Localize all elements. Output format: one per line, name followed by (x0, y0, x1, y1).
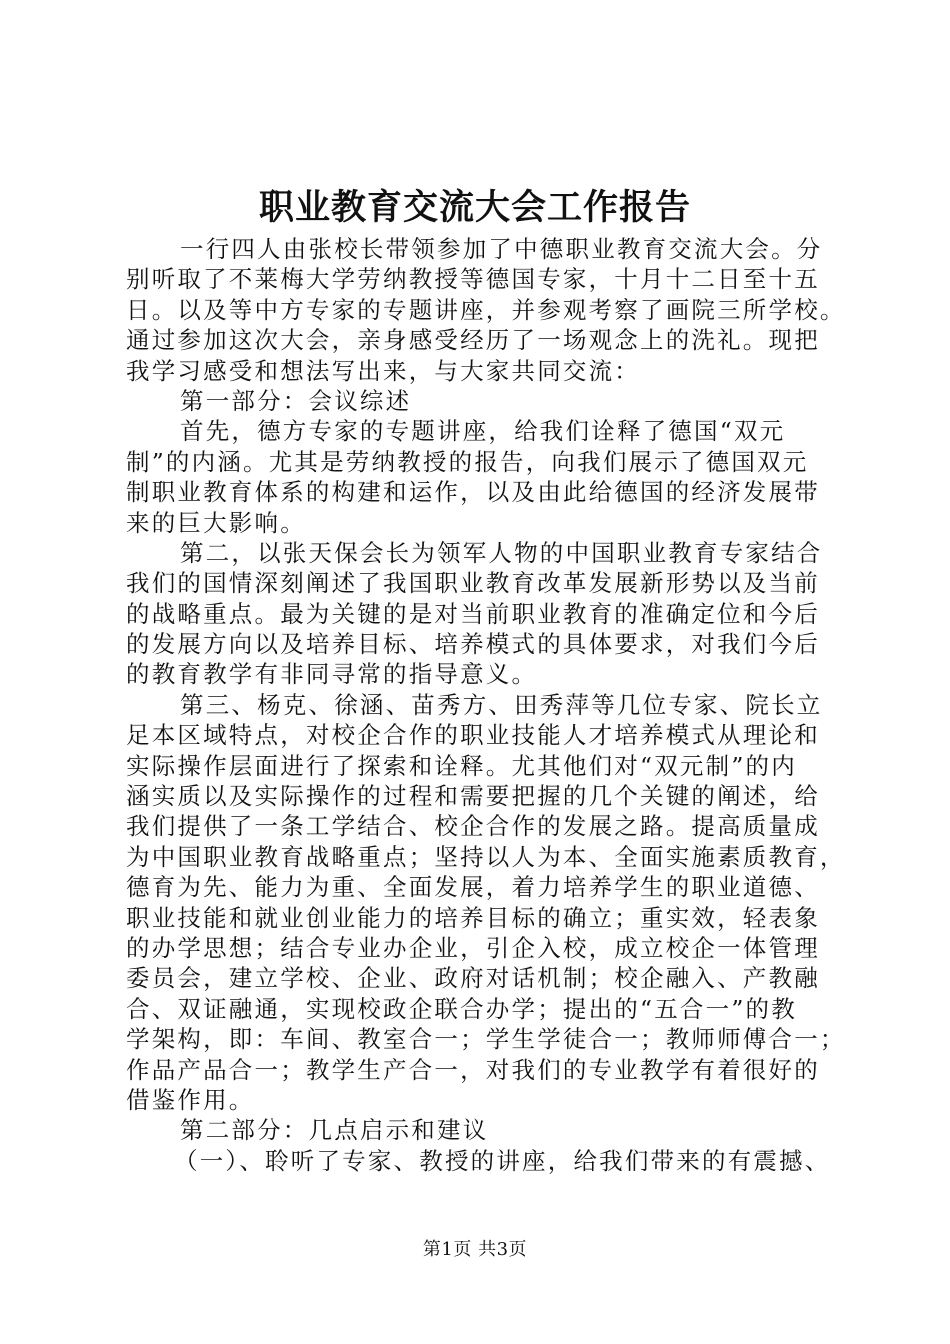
paragraph-line: 足本区域特点，对校企合作的职业技能人才培养模式从理论和 (126, 721, 820, 750)
paragraph-line: 委员会，建立学校、企业、政府对话机制；校企融入、产教融 (126, 964, 820, 993)
paragraph-line: 学架构，即：车间、教室合一；学生学徒合一；教师师傅合一； (126, 1025, 846, 1054)
paragraph-line: （一）、聆听了专家、教授的讲座，给我们带来的有震撼、 (174, 1146, 831, 1175)
paragraph-line: 职业技能和就业创业能力的培养目标的确立；重实效，轻表象 (126, 903, 820, 932)
paragraph-line: 一行四人由张校长带领参加了中德职业教育交流大会。分 (180, 235, 823, 263)
paragraph-line: 为中国职业教育战略重点；坚持以人为本、全面实施素质教育， (126, 842, 846, 871)
paragraph-line: 借鉴作用。 (126, 1085, 255, 1114)
paragraph-line: 日。以及等中方专家的专题讲座，并参观考察了画院三所学校。 (126, 295, 846, 324)
paragraph-line: 别听取了不莱梅大学劳纳教授等德国专家，十月十二日至十五 (126, 265, 820, 294)
section-heading: 第一部分：会议综述 (180, 386, 412, 415)
document-body (126, 234, 846, 1176)
paragraph-line: 合、双证融通，实现校政企联合办学；提出的“五合一”的教 (126, 994, 797, 1023)
paragraph-line: 的发展方向以及培养目标、培养模式的具体要求，对我们今后 (126, 630, 820, 659)
paragraph-line: 第二，以张天保会长为领军人物的中国职业教育专家结合 (180, 538, 823, 567)
document-title: 职业教育交流大会工作报告 (258, 187, 691, 228)
paragraph-line: 首先，德方专家的专题讲座，给我们诠释了德国“双元 (180, 417, 786, 446)
paragraph-line: 我们的国情深刻阐述了我国职业教育改革发展新形势以及当前 (126, 569, 820, 598)
paragraph-line: 第三、杨克、徐涵、苗秀方、田秀萍等几位专家、院长立 (180, 690, 823, 719)
paragraph-line: 作品产品合一；教学生产合一，对我们的专业教学有着很好的 (126, 1055, 820, 1084)
paragraph-line: 的办学思想；结合专业办企业，引企入校，成立校企一体管理 (126, 933, 820, 962)
paragraph-line: 通过参加这次大会，亲身感受经历了一场观念上的洗礼。现把 (126, 326, 820, 355)
paragraph-line: 我学习感受和想法写出来，与大家共同交流： (126, 356, 640, 385)
page-footer: 第1页 共3页 (422, 1239, 528, 1260)
paragraph-line: 实际操作层面进行了探索和诠释。尤其他们对“双元制”的内 (126, 751, 797, 780)
paragraph-line: 我们提供了一条工学结合、校企合作的发展之路。提高质量成 (126, 812, 820, 841)
paragraph-line: 制职业教育体系的构建和运作，以及由此给德国的经济发展带 (126, 478, 820, 507)
paragraph-line: 涵实质以及实际操作的过程和需要把握的几个关键的阐述，给 (126, 782, 820, 811)
paragraph-line: 的教育教学有非同寻常的指导意义。 (126, 660, 538, 689)
paragraph-line: 德育为先、能力为重、全面发展，着力培养学生的职业道德、 (126, 873, 820, 902)
paragraph-line: 来的巨大影响。 (126, 508, 306, 537)
paragraph-line: 制”的内涵。尤其是劳纳教授的报告，向我们展示了德国双元 (126, 447, 809, 476)
paragraph-line: 的战略重点。最为关键的是对当前职业教育的准确定位和今后 (126, 599, 820, 628)
section-heading: 第二部分：几点启示和建议 (180, 1116, 489, 1145)
